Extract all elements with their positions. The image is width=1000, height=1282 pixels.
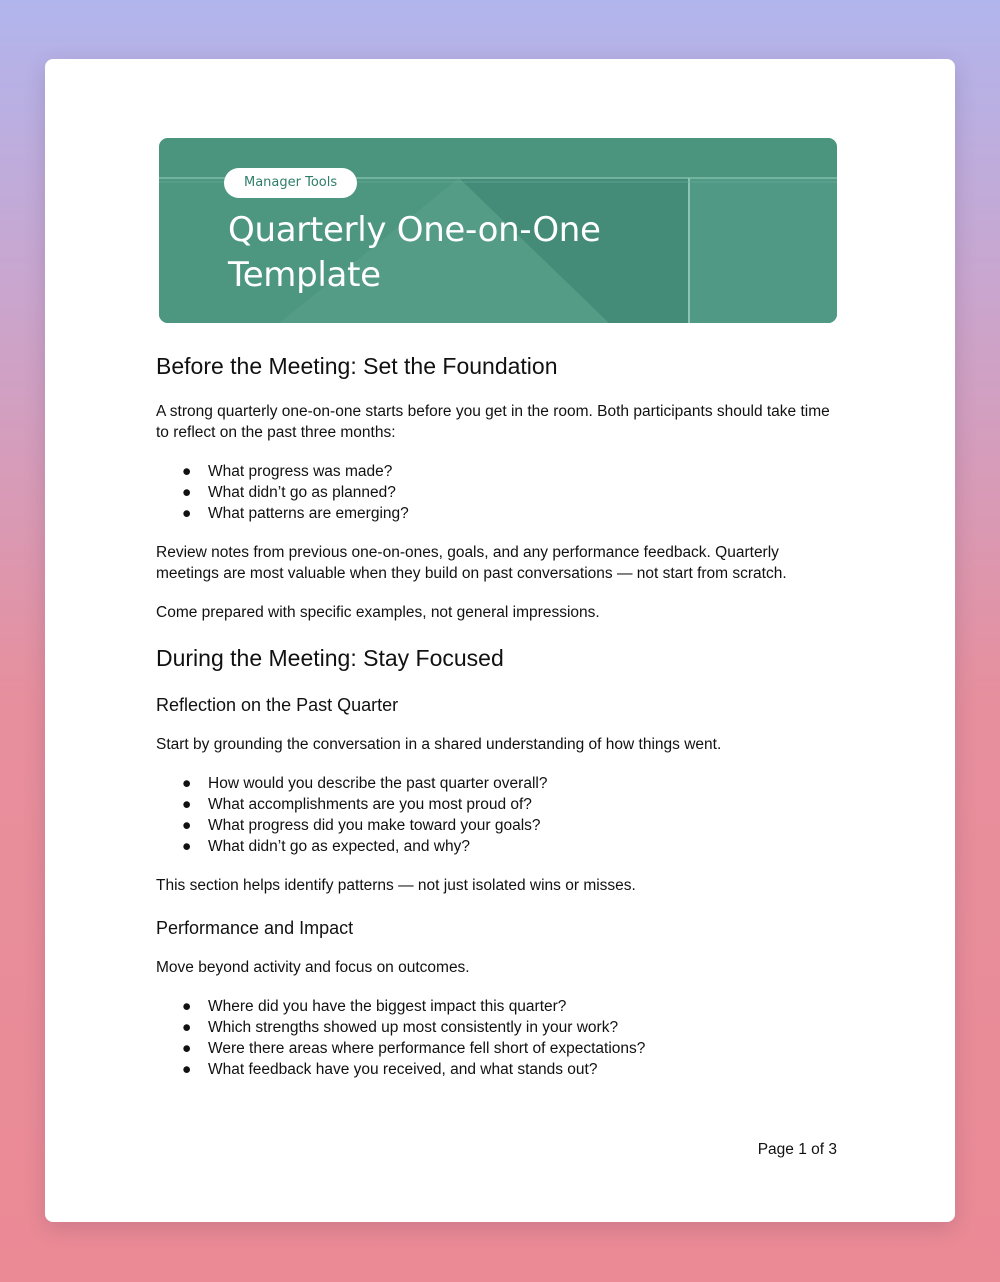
bullet-icon: ● [182,1061,192,1078]
paragraph-before-examples: Come prepared with specific examples, not general impressions. [156,604,600,621]
bullet-icon: ● [182,463,192,480]
list-item: ● What didn’t go as planned? [182,484,396,501]
document-page [45,59,955,1222]
document-body [156,349,846,1080]
bullet-icon: ● [182,775,192,792]
list-item: ● What progress was made? [182,463,393,480]
bullet-icon: ● [182,817,192,834]
section-heading-during: During the Meeting: Stay Focused [156,645,504,671]
paragraph-before-intro: A strong quarterly one-on-one starts before you get in the room. Both participants should take time to reflect on the past three months: [156,403,830,441]
bullet-icon: ● [182,998,192,1015]
bullet-icon: ● [182,1019,192,1036]
list-item: ● How would you describe the past quarter overall? [182,775,548,792]
subheading-performance: Performance and Impact [156,918,354,938]
list-item: ● What progress did you make toward your goals? [182,817,541,834]
list-item: ● What accomplishments are you most proud of? [182,796,532,813]
list-item: ● What feedback have you received, and what stands out? [182,1061,598,1078]
list-reflection-questions [156,773,846,857]
document-title: Quarterly One-on-One Template [228,210,601,295]
category-badge: Manager Tools [224,168,357,198]
subheading-reflection: Reflection on the Past Quarter [156,695,399,715]
list-performance-questions [156,996,846,1080]
list-item: ● Which strengths showed up most consistently in your work? [182,1019,619,1036]
list-item: ● What patterns are emerging? [182,505,409,522]
list-item: ● Where did you have the biggest impact this quarter? [182,998,567,1015]
bullet-icon: ● [182,484,192,501]
section-heading-before: Before the Meeting: Set the Foundation [156,353,558,379]
paragraph-reflection-intro: Start by grounding the conversation in a shared understanding of how things went. [156,736,722,753]
bullet-icon: ● [182,796,192,813]
list-item: ● Were there areas where performance fell short of expectations? [182,1040,646,1057]
bullet-icon: ● [182,838,192,855]
list-before-questions [156,461,846,524]
list-item: ● What didn’t go as expected, and why? [182,838,470,855]
paragraph-reflection-outro: This section helps identify patterns — not just isolated wins or misses. [156,877,636,894]
header-banner [159,138,837,323]
bullet-icon: ● [182,1040,192,1057]
paragraph-before-review: Review notes from previous one-on-ones, goals, and any performance feedback. Quarterly meetings are most valuable when they build on past conversations — not start from scratch. [156,544,787,582]
paragraph-performance-intro: Move beyond activity and focus on outcomes. [156,959,470,976]
page-number: Page 1 of 3 [757,1141,837,1158]
bullet-icon: ● [182,505,192,522]
